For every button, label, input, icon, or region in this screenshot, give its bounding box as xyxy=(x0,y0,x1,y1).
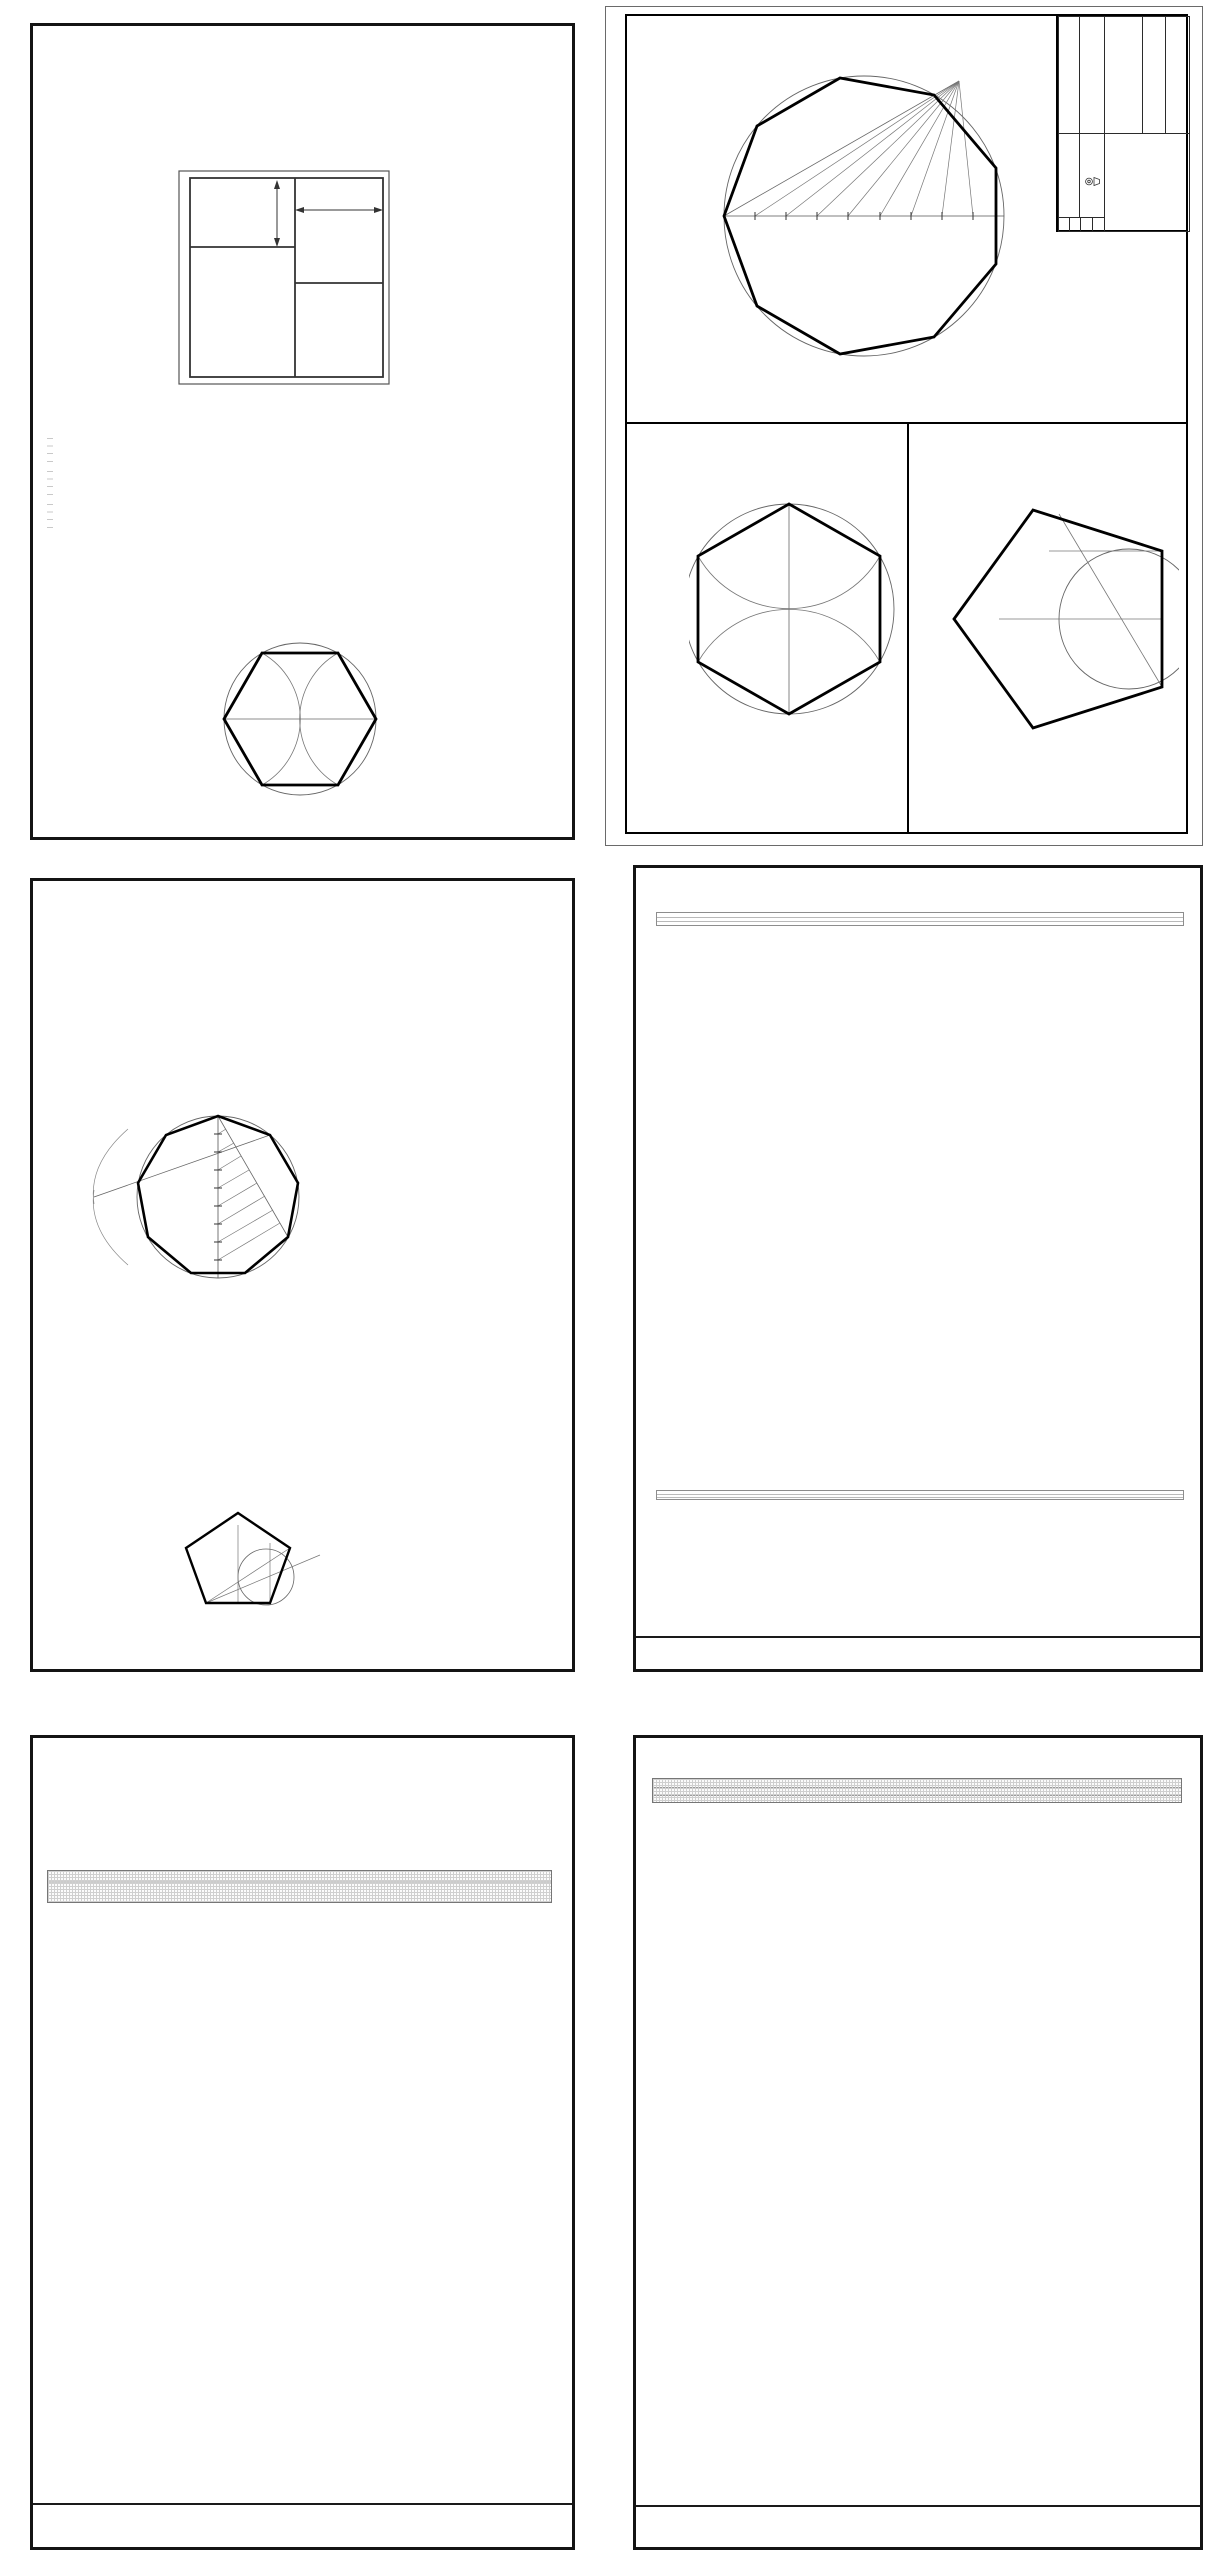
eneagon-construction-drawing xyxy=(699,36,1039,406)
student-name-field xyxy=(636,2505,1200,2512)
exercise-title-1 xyxy=(47,438,53,462)
sheet-label-exercise-1 xyxy=(631,428,651,830)
calligraphy-intro xyxy=(47,1752,557,1769)
step-b2-eneagon-paragraph xyxy=(47,899,549,913)
a3-layout-diagram xyxy=(178,170,390,385)
calligraphy-line-group xyxy=(656,912,1184,926)
calligraphy-7mm-bands xyxy=(652,1778,1182,1818)
titleblock-cell-grade xyxy=(1104,16,1143,134)
hexagon-drawing-sheet xyxy=(689,444,899,774)
exercise-title-2 xyxy=(47,471,53,495)
page-calligraphy-10mm xyxy=(30,1735,575,2550)
titleblock-cell-title xyxy=(1104,133,1190,232)
page-calligraphy-7mm xyxy=(633,1735,1203,2550)
lamina-drawing-frame xyxy=(625,14,1188,834)
student-name-field xyxy=(636,1636,1200,1643)
page-calligraphy-5mm xyxy=(633,865,1203,1672)
page-instructions-2 xyxy=(30,878,575,1672)
titleblock-cell-student xyxy=(1142,16,1166,134)
page-instructions-1 xyxy=(30,23,575,840)
exercise-title-3 xyxy=(47,504,53,528)
calligraphy-grid-band xyxy=(47,1870,552,1903)
titleblock-cell-school-code xyxy=(1058,16,1080,134)
student-name-field xyxy=(33,2503,572,2510)
eneagon-construction-drawing-2 xyxy=(78,1109,358,1294)
sheet-label-exercise-2 xyxy=(631,20,651,420)
pentagon-construction-drawing-2 xyxy=(128,1493,348,1615)
titleblock-cell-sheet-number xyxy=(1165,16,1190,134)
title-block xyxy=(1056,16,1188,232)
calligraphy-line-group xyxy=(656,1490,1184,1500)
sheet-divider-vertical xyxy=(907,422,909,832)
pentagon-drawing-sheet xyxy=(939,454,1179,784)
titleblock-cell-professor xyxy=(1058,133,1080,218)
projection-symbol-icon xyxy=(1084,174,1101,189)
calligraphy-10mm-bands xyxy=(47,1870,552,1917)
hexagon-construction-drawing xyxy=(205,624,395,809)
lamina-sheet xyxy=(605,6,1203,846)
calligraphy-5mm-lines xyxy=(656,912,1184,935)
calligraphy-35mm-lines xyxy=(656,1490,1184,1507)
titleblock-cell-school-name xyxy=(1079,16,1105,134)
sheet-label-exercise-3 xyxy=(913,428,933,830)
calligraphy-grid-band xyxy=(652,1778,1182,1803)
exercise-titles-lettering xyxy=(47,438,53,537)
